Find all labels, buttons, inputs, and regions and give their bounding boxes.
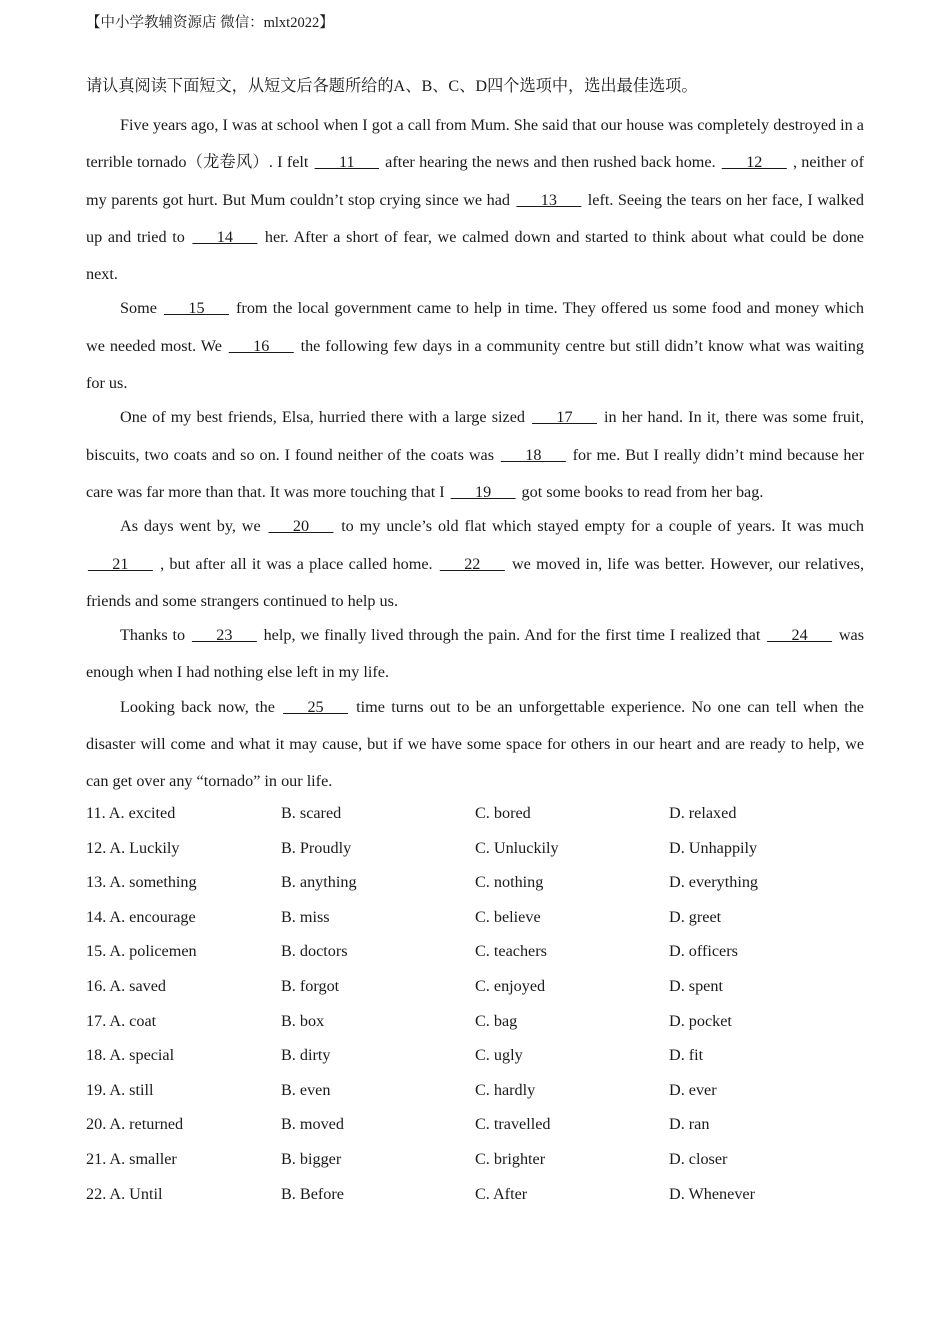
option-a: 13. A. something (86, 873, 197, 892)
blank-20: ___20___ (268, 517, 334, 536)
paragraph-1 (86, 107, 864, 293)
option-b: B. anything (281, 873, 357, 892)
question-17 (86, 1006, 864, 1041)
blank-15: ___15___ (164, 299, 229, 318)
option-d: D. Whenever (669, 1184, 755, 1203)
option-c: C. After (475, 1184, 528, 1203)
option-b: B. box (281, 1011, 325, 1030)
option-d: D. officers (669, 942, 738, 961)
option-d: D. greet (669, 907, 722, 926)
paragraph-5 (86, 617, 864, 692)
option-a: 20. A. returned (86, 1115, 184, 1134)
blank-14: ___14___ (192, 227, 258, 246)
blank-18: ___18___ (500, 445, 566, 464)
question-22 (86, 1179, 864, 1214)
option-d: D. pocket (669, 1011, 732, 1030)
passage-text: Some (120, 299, 163, 318)
option-c: C. bag (475, 1011, 518, 1030)
option-d: D. ran (669, 1115, 710, 1134)
passage-text: , neither of my parents got hurt. But Mum couldn’t stop crying since we had (86, 153, 864, 209)
blank-13: ___13___ (516, 190, 582, 209)
blank-17: ___17___ (532, 408, 597, 427)
passage-text: , but after all it was a place called home. (154, 554, 438, 573)
passage-text: her. After a short of fear, we calmed down and started to think about what could be done next. (86, 227, 864, 284)
blank-19: ___19___ (450, 482, 516, 501)
page-header: 【中小学教辅资源店 微信：mlxt2022】 (86, 15, 334, 31)
option-c: C. Unluckily (475, 838, 559, 857)
paragraph-4 (86, 508, 864, 620)
option-b: B. dirty (281, 1046, 331, 1065)
passage-text: we moved in, life was better. However, our relatives, friends and some strangers continued to help us. (86, 554, 864, 610)
option-b: B. bigger (281, 1149, 342, 1168)
passage-text: for me. But I really didn’t mind because her care was far more than that. It was more touching that I (86, 445, 864, 501)
blank-22: ___22___ (439, 554, 505, 573)
option-b: B. scared (281, 804, 342, 822)
option-c: C. hardly (475, 1080, 536, 1099)
question-14 (86, 902, 864, 937)
option-a: 17. A. coat (86, 1011, 157, 1030)
question-13 (86, 867, 864, 902)
option-b: B. miss (281, 907, 330, 926)
option-a: 15. A. policemen (86, 942, 197, 961)
blank-16: ___16___ (228, 336, 294, 355)
paragraph-2 (86, 290, 864, 402)
question-20 (86, 1109, 864, 1144)
option-d: D. everything (669, 873, 759, 892)
passage-text: after hearing the news and then rushed back home. (380, 153, 720, 172)
passage-text: was enough when I had nothing else left in my life. (86, 626, 864, 682)
passage-text: time turns out to be an unforgettable experience. No one can tell when the disaster will come and what it may cause, but if we have some space for others in our heart and are ready to help, we can get over any “tornado” in our life. (86, 697, 864, 791)
option-a: 12. A. Luckily (86, 838, 180, 857)
passage-text: Thanks to (120, 626, 190, 645)
answer-options (86, 798, 864, 1213)
option-c: C. enjoyed (475, 976, 546, 995)
question-15 (86, 936, 864, 971)
question-21 (86, 1144, 864, 1179)
paragraph-6 (86, 689, 864, 801)
option-a: 11. A. excited (86, 804, 176, 822)
option-d: D. spent (669, 976, 723, 995)
instruction-text: 请认真阅读下面短文，从短文后各题所给的A、B、C、D四个选项中，选出最佳选项。 (86, 77, 698, 95)
question-12 (86, 833, 864, 868)
question-16 (86, 971, 864, 1006)
reading-passage (86, 73, 864, 798)
option-d: D. fit (669, 1046, 704, 1065)
option-b: B. even (281, 1080, 331, 1099)
option-c: C. nothing (475, 873, 544, 892)
option-a: 16. A. saved (86, 976, 167, 995)
option-c: C. believe (475, 907, 541, 926)
passage-text: One of my best friends, Elsa, hurried there with a large sized (120, 408, 531, 427)
option-c: C. ugly (475, 1046, 523, 1065)
passage-text: left. Seeing the tears on her face, I walked up and tried to (86, 190, 864, 246)
question-18 (86, 1040, 864, 1075)
blank-21: ___21___ (88, 554, 153, 573)
option-a: 18. A. special (86, 1046, 175, 1065)
option-c: C. travelled (475, 1115, 551, 1134)
option-d: D. ever (669, 1080, 717, 1099)
passage-text: to my uncle’s old flat which stayed empty for a couple of years. It was much (335, 517, 864, 536)
blank-11: ___11___ (314, 153, 379, 172)
question-11 (86, 798, 864, 833)
passage-text: in her hand. In it, there was some fruit, biscuits, two coats and so on. I found neither of the coats was (86, 408, 864, 464)
option-b: B. Proudly (281, 838, 352, 857)
blank-23: ___23___ (191, 626, 257, 645)
option-a: 22. A. Until (86, 1184, 163, 1203)
passage-text: the following few days in a community centre but still didn’t know what was waiting for us. (86, 336, 864, 393)
option-a: 19. A. still (86, 1080, 154, 1099)
question-19 (86, 1075, 864, 1110)
option-d: D. relaxed (669, 804, 737, 822)
option-a: 21. A. smaller (86, 1149, 177, 1168)
passage-text: As days went by, we (120, 517, 267, 536)
option-c: C. brighter (475, 1149, 546, 1168)
passage-text: Looking back now, the (120, 697, 282, 716)
paragraph-3 (86, 399, 864, 511)
option-d: D. closer (669, 1149, 728, 1168)
option-b: B. Before (281, 1184, 344, 1203)
blank-25: ___25___ (283, 697, 348, 716)
blank-12: ___12___ (721, 153, 787, 172)
option-a: 14. A. encourage (86, 907, 196, 926)
passage-text: from the local government came to help in time. They offered us some food and money which we needed most. We (86, 299, 864, 355)
option-b: B. moved (281, 1115, 344, 1134)
passage-text: Five years ago, I was at school when I got a call from Mum. She said that our house was completely destroyed in a terrible tornado（龙卷风）. I felt (86, 116, 864, 172)
passage-text: help, we finally lived through the pain. And for the first time I realized that (258, 626, 766, 645)
option-d: D. Unhappily (669, 838, 758, 857)
option-c: C. bored (475, 804, 531, 822)
blank-24: ___24___ (767, 626, 832, 645)
option-b: B. forgot (281, 976, 340, 995)
passage-text: got some books to read from her bag. (517, 482, 764, 501)
option-c: C. teachers (475, 942, 547, 961)
option-b: B. doctors (281, 942, 348, 961)
